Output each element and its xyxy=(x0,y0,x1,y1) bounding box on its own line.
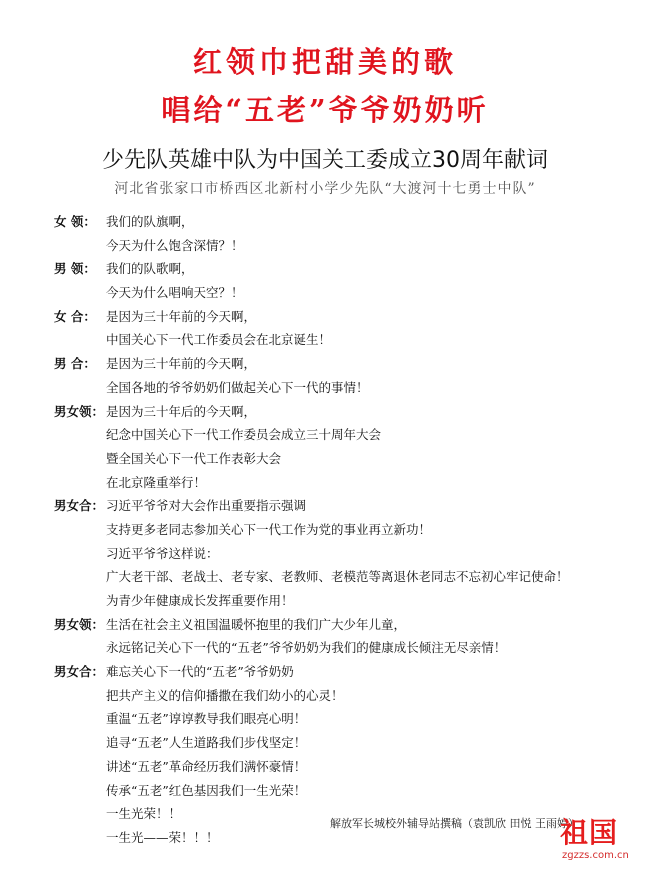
poem-line xyxy=(54,352,639,376)
poem-body xyxy=(54,210,639,850)
main-title-line-1: 红领巾把甜美的歌 xyxy=(192,45,457,79)
author-subtitle: 河北省张家口市桥西区北新村小学少先队“大渡河十七勇士中队” xyxy=(114,181,536,197)
dedication-title: 少先队英雄中队为中国关工委成立30周年献词 xyxy=(102,148,548,173)
poem-line xyxy=(54,257,639,281)
poem-line xyxy=(54,328,639,352)
site-logo xyxy=(560,818,632,866)
poem-line-text: 生活在社会主义祖国温暖怀抱里的我们广大少年儿童， xyxy=(106,616,407,632)
logo-domain: zgzzs.com.cn xyxy=(562,850,629,861)
poem-line xyxy=(54,779,639,803)
poem-line xyxy=(54,542,639,566)
poem-line-text: 追寻“五老”人生道路我们步伐坚定！ xyxy=(106,735,307,751)
poem-line-text: 传承“五老”红色基因我们一生光荣！ xyxy=(106,782,307,798)
speaker-label: 女 领： xyxy=(54,214,96,229)
speaker-label: 男女合： xyxy=(54,498,105,514)
speaker-label: 男女领： xyxy=(54,616,105,632)
poem-line-text: 难忘关心下一代的“五老”爷爷奶奶 xyxy=(106,664,294,680)
poem-line-text: 一生光荣！！ xyxy=(106,806,182,822)
poem-line xyxy=(54,494,639,518)
poem-line-text: 永远铭记关心下一代的“五老”爷爷奶奶为我们的健康成长倾注无尽亲情！ xyxy=(106,640,507,656)
poem-line xyxy=(54,447,639,471)
poem-line-text: 支持更多老同志参加关心下一代工作为党的事业再立新功！ xyxy=(106,521,432,537)
poem-line xyxy=(54,755,639,779)
poem-line-text: 纪念中国关心下一代工作委员会成立三十周年大会 xyxy=(106,427,382,443)
poem-line-text: 全国各地的爷爷奶奶们做起关心下一代的事情！ xyxy=(106,379,369,395)
poem-line-text: 讲述“五老”革命经历我们满怀豪情！ xyxy=(106,758,307,774)
poem-line-text: 一生光——荣！！！ xyxy=(106,829,219,845)
poem-line-text: 习近平爷爷对大会作出重要指示强调 xyxy=(106,498,307,514)
poem-line-text: 为青少年健康成长发挥重要作用！ xyxy=(106,593,294,608)
poem-line-text: 重温“五老”谆谆教导我们眼亮心明！ xyxy=(106,711,307,727)
poem-line xyxy=(54,210,639,234)
poem-line-text: 是因为三十年前的今天啊， xyxy=(106,308,257,324)
poem-line xyxy=(54,471,639,495)
speaker-label: 男 领： xyxy=(54,261,96,277)
poem-line-text: 我们的队歌啊， xyxy=(106,261,194,277)
poem-line-text: 暨全国关心下一代工作表彰大会 xyxy=(106,450,282,466)
poem-line xyxy=(54,423,639,447)
poem-line-text: 是因为三十年后的今天啊， xyxy=(106,403,257,419)
poem-line-text: 我们的队旗啊， xyxy=(106,214,194,229)
poem-line xyxy=(54,707,639,731)
poem-line xyxy=(54,589,639,613)
poem-line xyxy=(54,234,639,258)
poem-line-text: 习近平爷爷这样说： xyxy=(106,545,219,561)
poem-line-text: 中国关心下一代工作委员会在北京诞生！ xyxy=(106,332,332,348)
speaker-label: 男 合： xyxy=(54,356,96,372)
poem-line xyxy=(54,281,639,305)
poem-line xyxy=(54,376,639,400)
poem-line xyxy=(54,305,639,329)
poem-line xyxy=(54,613,639,637)
poem-line xyxy=(54,660,639,684)
speaker-label: 女 合： xyxy=(54,308,96,324)
poem-line xyxy=(54,684,639,708)
poem-line-text: 把共产主义的信仰播撒在我们幼小的心灵！ xyxy=(106,687,344,703)
poem-line-text: 广大老干部、老战士、老专家、老教师、老模范等离退休老同志不忘初心牢记使命！ xyxy=(106,569,569,585)
poem-line xyxy=(54,400,639,424)
poem-line-text: 今天为什么饱含深情？！ xyxy=(106,237,244,253)
poem-line-text: 是因为三十年前的今天啊， xyxy=(106,356,257,372)
poem-line-text: 在北京隆重举行！ xyxy=(106,474,207,490)
speaker-label: 男女合： xyxy=(54,664,105,680)
poem-line xyxy=(54,518,639,542)
logo-text: 祖国 xyxy=(560,816,619,849)
poem-line xyxy=(54,636,639,660)
main-title-line-2: 唱给“五老”爷爷奶奶听 xyxy=(161,93,489,127)
poem-line xyxy=(54,731,639,755)
poem-line-text: 今天为什么唱响天空？！ xyxy=(106,285,244,301)
credit-line: 解放军长城校外辅导站撰稿（袁凯欣 田悦 王雨婷） xyxy=(330,817,579,830)
poem-line xyxy=(54,565,639,589)
speaker-label: 男女领： xyxy=(54,403,105,419)
